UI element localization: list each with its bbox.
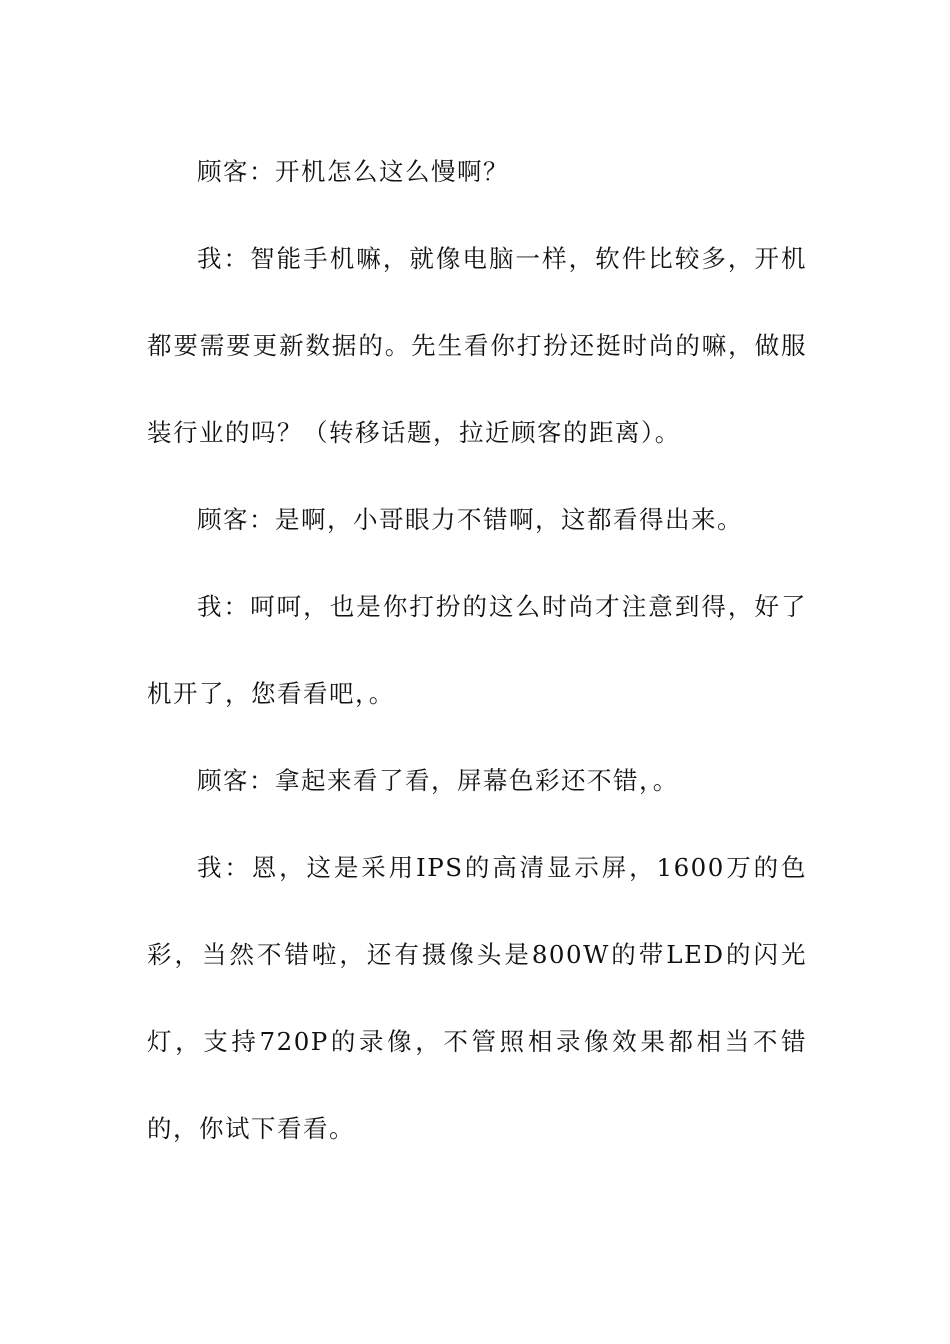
paragraph-me-2: 我：呵呵，也是你打扮的这么时尚才注意到得，好了机开了，您看看吧，。	[147, 592, 807, 708]
paragraph-customer-1: 顾客：开机怎么这么慢啊？	[197, 157, 509, 186]
paragraph-me-1: 我：智能手机嘛，就像电脑一样，软件比较多，开机都要需要更新数据的。先生看你打扮还挺时尚的嘛，做服装行业的吗？（转移话题，拉近顾客的距离）。	[147, 244, 807, 447]
paragraph-me-3: 我：恩，这是采用IPS的高清显示屏，1600万的色彩，当然不错啦，还有摄像头是800W的带LED的闪光灯，支持720P的录像，不管照相录像效果都相当不错的，你试下看看。	[147, 853, 807, 1143]
document-body	[147, 128, 807, 1172]
paragraph-customer-2: 顾客：是啊，小哥眼力不错啊，这都看得出来。	[197, 505, 743, 534]
paragraph-customer-3: 顾客：拿起来看了看，屏幕色彩还不错，。	[197, 766, 679, 795]
